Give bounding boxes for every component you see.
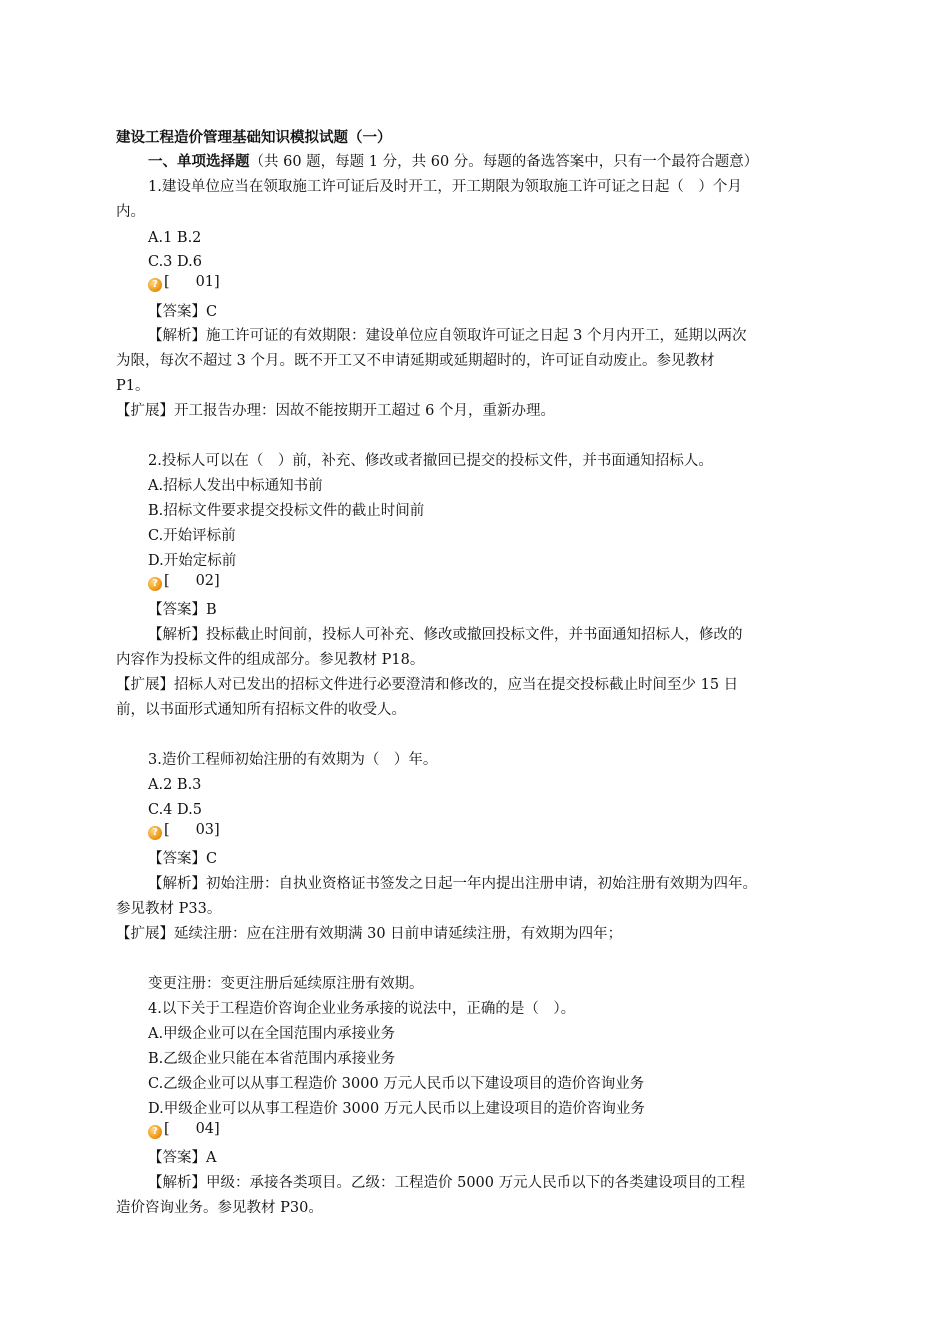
question-circle-icon[interactable]: ? xyxy=(148,278,162,292)
q4-option: A.甲级企业可以在全国范围内承接业务 xyxy=(148,1026,396,1042)
section-note: （共 60 题，每题 1 分，共 60 分。每题的备选答案中，只有一个最符合题意） xyxy=(249,154,759,170)
q1-stem-2: 内。 xyxy=(116,204,145,220)
q3-option: A.2 B.3 xyxy=(148,777,202,793)
q2-option: D.开始定标前 xyxy=(148,553,237,569)
q3-option: C.4 D.5 xyxy=(148,802,202,818)
q2-option: B.招标文件要求提交投标文件的截止时间前 xyxy=(148,503,425,519)
question-circle-icon[interactable]: ? xyxy=(148,826,162,840)
q4-option: D.甲级企业可以从事工程造价 3000 万元人民币以上建设项目的造价咨询业务 xyxy=(148,1101,645,1117)
q4-stem: 4.以下关于工程造价咨询企业业务承接的说法中，正确的是（ ）。 xyxy=(148,1001,576,1017)
q1-option: C.3 D.6 xyxy=(148,254,202,270)
q2-analysis-2: 内容作为投标文件的组成部分。参见教材 P18。 xyxy=(116,652,425,668)
q2-ref[interactable]: ? [ 02] xyxy=(148,571,220,591)
q3-extension-2: 变更注册：变更注册后延续原注册有效期。 xyxy=(148,976,424,992)
question-circle-icon[interactable]: ? xyxy=(148,1125,162,1139)
q1-answer: 【答案】C xyxy=(148,304,218,320)
q1-analysis-1: 【解析】施工许可证的有效期限：建设单位应自领取许可证之日起 3 个月内开工，延期以两次 xyxy=(148,328,747,344)
section-header xyxy=(148,152,758,172)
q2-answer: 【答案】B xyxy=(148,602,217,618)
q4-analysis-2: 造价咨询业务。参见教材 P30。 xyxy=(116,1200,323,1216)
q4-answer: 【答案】A xyxy=(148,1150,217,1166)
q2-extension-2: 前，以书面形式通知所有招标文件的收受人。 xyxy=(116,702,406,718)
q1-option: A.1 B.2 xyxy=(148,230,202,246)
q2-stem: 2.投标人可以在（ ）前，补充、修改或者撤回已提交的投标文件，并书面通知招标人。 xyxy=(148,453,713,469)
q3-extension-1: 【扩展】延续注册：应在注册有效期满 30 日前申请延续注册，有效期为四年； xyxy=(116,926,623,942)
q1-analysis-3: P1。 xyxy=(116,378,150,394)
q4-ref[interactable]: ? [ 04] xyxy=(148,1119,220,1139)
section-heading: 一、单项选择题 xyxy=(148,154,250,170)
doc-title: 建设工程造价管理基础知识模拟试题（一） xyxy=(116,130,392,146)
q2-analysis-1: 【解析】投标截止时间前，投标人可补充、修改或撤回投标文件，并书面通知招标人，修改的 xyxy=(148,627,743,643)
q1-analysis-2: 为限，每次不超过 3 个月。既不开工又不申请延期或延期超时的，许可证自动废止。参见教材 xyxy=(116,353,715,369)
q3-analysis-2: 参见教材 P33。 xyxy=(116,901,222,917)
question-circle-icon[interactable]: ? xyxy=(148,577,162,591)
q1-extension: 【扩展】开工报告办理：因故不能按期开工超过 6 个月，重新办理。 xyxy=(116,403,555,419)
q2-extension-1: 【扩展】招标人对已发出的招标文件进行必要澄清和修改的，应当在提交投标截止时间至少 15 日 xyxy=(116,677,739,693)
q1-ref[interactable]: ? [ 01] xyxy=(148,272,220,292)
q3-ref[interactable]: ? [ 03] xyxy=(148,820,220,840)
q4-option: C.乙级企业可以从事工程造价 3000 万元人民币以下建设项目的造价咨询业务 xyxy=(148,1076,645,1092)
q3-stem: 3.造价工程师初始注册的有效期为（ ）年。 xyxy=(148,752,438,768)
q3-answer: 【答案】C xyxy=(148,851,218,867)
q3-analysis-1: 【解析】初始注册：自执业资格证书签发之日起一年内提出注册申请，初始注册有效期为四年。 xyxy=(148,876,757,892)
q4-option: B.乙级企业只能在本省范围内承接业务 xyxy=(148,1051,396,1067)
q1-stem-1: 1.建设单位应当在领取施工许可证后及时开工，开工期限为领取施工许可证之日起（ ）个月 xyxy=(148,179,742,195)
q2-option: C.开始评标前 xyxy=(148,528,236,544)
q4-analysis-1: 【解析】甲级：承接各类项目。乙级：工程造价 5000 万元人民币以下的各类建设项目的工程 xyxy=(148,1175,746,1191)
q2-option: A.招标人发出中标通知书前 xyxy=(148,478,323,494)
